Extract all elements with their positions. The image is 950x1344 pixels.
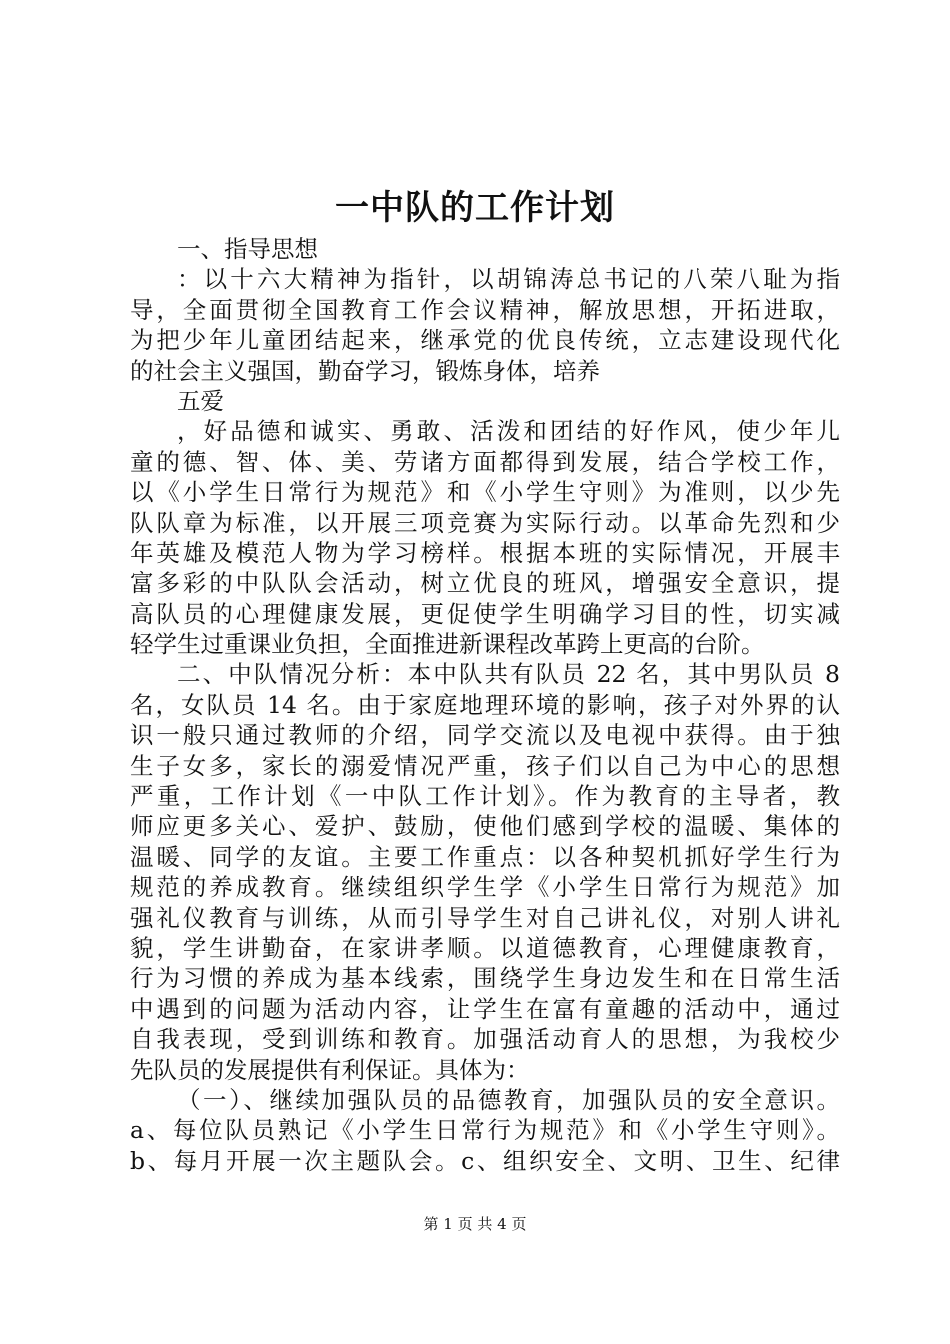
body-line: 中遇到的问题为活动内容，让学生在富有童趣的活动中，通过 (130, 994, 840, 1023)
body-line: 貌，学生讲勤奋，在家讲孝顺。以道德教育，心理健康教育， (130, 933, 840, 962)
document-body (130, 234, 840, 1176)
body-line: 行为习惯的养成为基本线索，围绕学生身边发生和在日常生活 (130, 964, 840, 993)
body-line: b、每月开展一次主题队会。c、组织安全、文明、卫生、纪律 (130, 1146, 840, 1175)
body-line: 识一般只通过教师的介绍，同学交流以及电视中获得。由于独 (130, 721, 840, 750)
body-line: ：以十六大精神为指针，以胡锦涛总书记的八荣八耻为指 (177, 265, 840, 294)
page-footer: 第 1 页 共 4 页 (423, 1215, 527, 1233)
body-line: 二、中队情况分析：本中队共有队员 22 名，其中男队员 8 (177, 660, 840, 689)
body-line: 名，女队员 14 名。由于家庭地理环境的影响，孩子对外界的认 (130, 690, 840, 719)
body-line: 轻学生过重课业负担，全面推进新课程改革跨上更高的台阶。 (130, 630, 765, 659)
body-line: 的社会主义强国，勤奋学习，锻炼身体，培养 (130, 356, 600, 385)
body-line: （一）、继续加强队员的品德教育，加强队员的安全意识。 (177, 1085, 840, 1114)
body-line: 富多彩的中队队会活动，树立优良的班风，增强安全意识，提 (130, 569, 840, 598)
body-line: 为把少年儿童团结起来，继承党的优良传统，立志建设现代化 (130, 326, 840, 355)
body-line: 严重，工作计划《一中队工作计划》。作为教育的主导者，教 (130, 782, 840, 811)
body-line: 师应更多关心、爱护、鼓励，使他们感到学校的温暖、集体的 (130, 812, 840, 841)
body-line: 队队章为标准，以开展三项竞赛为实际行动。以革命先烈和少 (130, 508, 840, 537)
body-line: 自我表现，受到训练和教育。加强活动育人的思想，为我校少 (130, 1025, 840, 1054)
body-line: 童的德、智、体、美、劳诸方面都得到发展，结合学校工作， (130, 447, 840, 476)
body-line: 强礼仪教育与训练，从而引导学生对自己讲礼仪，对别人讲礼 (130, 903, 840, 932)
body-line: a、每位队员熟记《小学生日常行为规范》和《小学生守则》。 (130, 1116, 840, 1145)
body-line: 温暖、同学的友谊。主要工作重点：以各种契机抓好学生行为 (130, 842, 840, 871)
body-line: 先队员的发展提供有利保证。具体为： (130, 1055, 530, 1084)
body-line: 一、指导思想 (177, 235, 318, 263)
document-title: 一中队的工作计划 (335, 188, 615, 228)
body-line: ，好品德和诚实、勇敢、活泼和团结的好作风，使少年儿 (177, 417, 840, 446)
body-line: 导，全面贯彻全国教育工作会议精神，解放思想，开拓进取， (130, 295, 840, 324)
body-line: 以《小学生日常行为规范》和《小学生守则》为准则，以少先 (130, 478, 840, 507)
body-line: 五爱 (177, 386, 224, 415)
body-line: 生子女多，家长的溺爱情况严重，孩子们以自己为中心的思想 (130, 751, 840, 780)
body-line: 年英雄及模范人物为学习榜样。根据本班的实际情况，开展丰 (130, 538, 840, 567)
body-line: 规范的养成教育。继续组织学生学《小学生日常行为规范》加 (130, 873, 840, 902)
body-line: 高队员的心理健康发展，更促使学生明确学习目的性，切实减 (130, 599, 840, 628)
